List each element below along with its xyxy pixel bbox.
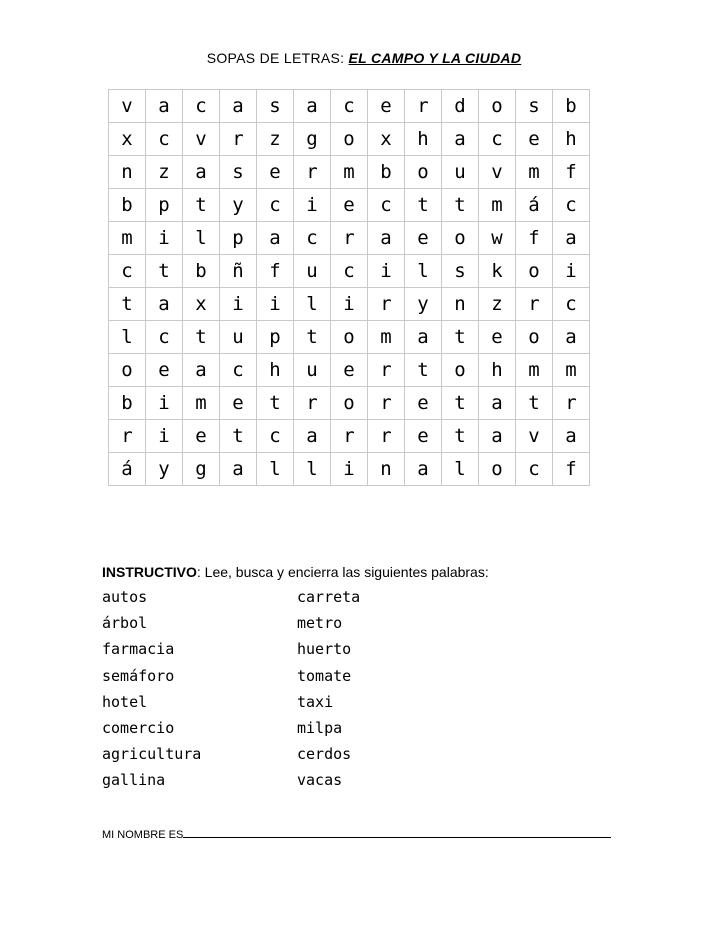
word-item: comercio [102, 718, 175, 737]
grid-letter[interactable]: t [516, 387, 553, 420]
grid-letter[interactable]: a [220, 453, 257, 486]
grid-row [109, 420, 590, 453]
grid-row [109, 123, 590, 156]
grid-row [109, 387, 590, 420]
grid-row [109, 255, 590, 288]
grid-letter[interactable]: y [220, 189, 257, 222]
grid-letter[interactable]: l [405, 255, 442, 288]
grid-letter[interactable]: s [257, 90, 294, 123]
instructions-text: : Lee, busca y encierra las siguientes palabras: [196, 564, 489, 580]
grid-letter[interactable]: s [220, 156, 257, 189]
word-item: carreta [297, 588, 361, 606]
grid-letter[interactable]: a [553, 321, 590, 354]
grid-letter[interactable]: f [257, 255, 294, 288]
grid-letter[interactable]: r [109, 420, 146, 453]
grid-letter[interactable]: e [405, 387, 442, 420]
grid-letter[interactable]: r [516, 288, 553, 321]
grid-letter[interactable]: t [442, 189, 479, 222]
grid-letter[interactable]: c [257, 189, 294, 222]
grid-letter[interactable]: h [257, 354, 294, 387]
grid-letter[interactable]: n [109, 156, 146, 189]
grid-letter[interactable]: h [479, 354, 516, 387]
grid-letter[interactable]: a [146, 288, 183, 321]
grid-letter[interactable]: c [553, 288, 590, 321]
grid-letter[interactable]: m [331, 156, 368, 189]
grid-letter[interactable]: a [442, 123, 479, 156]
grid-letter[interactable]: t [294, 321, 331, 354]
grid-letter[interactable]: i [331, 453, 368, 486]
grid-letter[interactable]: t [442, 420, 479, 453]
grid-letter[interactable]: r [405, 90, 442, 123]
grid-letter[interactable]: l [109, 321, 146, 354]
grid-row [109, 222, 590, 255]
instructions [102, 564, 489, 580]
grid-letter[interactable]: v [516, 420, 553, 453]
grid-letter[interactable]: c [331, 90, 368, 123]
grid-letter[interactable]: a [220, 90, 257, 123]
grid-letter[interactable]: a [553, 420, 590, 453]
title-emphasis: EL CAMPO Y LA CIUDAD [348, 50, 522, 66]
grid-letter[interactable]: l [294, 453, 331, 486]
grid-letter[interactable]: d [442, 90, 479, 123]
word-item: hotel [102, 692, 148, 711]
grid-letter[interactable]: o [331, 387, 368, 420]
word-item: metro [297, 614, 343, 633]
title-prefix: SOPAS DE LETRAS: [206, 50, 349, 66]
grid-letter[interactable]: i [257, 288, 294, 321]
grid-letter[interactable]: f [553, 156, 590, 189]
grid-letter[interactable]: b [553, 90, 590, 123]
grid-row [109, 354, 590, 387]
grid-letter[interactable]: f [516, 222, 553, 255]
grid-letter[interactable]: m [516, 354, 553, 387]
grid-letter[interactable]: w [479, 222, 516, 255]
grid-letter[interactable]: k [479, 255, 516, 288]
grid-row [109, 156, 590, 189]
grid-letter[interactable]: c [183, 90, 220, 123]
grid-letter[interactable]: z [146, 156, 183, 189]
grid-letter[interactable]: o [331, 123, 368, 156]
grid-letter[interactable]: e [405, 420, 442, 453]
grid-letter[interactable]: o [442, 354, 479, 387]
grid-letter[interactable]: t [109, 288, 146, 321]
name-field [102, 826, 611, 841]
grid-letter[interactable]: e [331, 354, 368, 387]
grid-letter[interactable]: e [183, 420, 220, 453]
grid-letter[interactable]: p [146, 189, 183, 222]
grid-letter[interactable]: l [294, 288, 331, 321]
word-item: taxi [297, 692, 334, 711]
grid-letter[interactable]: a [405, 321, 442, 354]
grid-letter[interactable]: u [220, 321, 257, 354]
grid-letter[interactable]: c [368, 189, 405, 222]
word-item: agricultura [102, 745, 202, 764]
grid-letter[interactable]: o [109, 354, 146, 387]
grid-letter[interactable]: a [183, 354, 220, 387]
grid-letter[interactable]: á [109, 453, 146, 486]
grid-letter[interactable]: t [405, 354, 442, 387]
grid-letter[interactable]: a [294, 420, 331, 453]
grid-letter[interactable]: e [257, 156, 294, 189]
grid-letter[interactable]: m [479, 189, 516, 222]
grid-letter[interactable]: i [553, 255, 590, 288]
grid-letter[interactable]: e [368, 90, 405, 123]
word-item: vacas [297, 771, 343, 790]
name-label: MI NOMBRE ES [102, 829, 184, 841]
word-item: gallina [102, 771, 166, 790]
grid-letter[interactable]: x [109, 123, 146, 156]
grid-letter[interactable]: r [331, 222, 368, 255]
grid-letter[interactable]: y [405, 288, 442, 321]
grid-letter[interactable]: o [442, 222, 479, 255]
grid-letter[interactable]: c [331, 255, 368, 288]
grid-letter[interactable]: n [368, 453, 405, 486]
grid-letter[interactable]: i [146, 387, 183, 420]
grid-letter[interactable]: e [479, 321, 516, 354]
grid-letter[interactable]: i [220, 288, 257, 321]
grid-letter[interactable]: f [553, 453, 590, 486]
grid-letter[interactable]: s [516, 90, 553, 123]
grid-letter[interactable]: t [442, 387, 479, 420]
grid-row [109, 189, 590, 222]
grid-letter[interactable]: t [257, 387, 294, 420]
grid-letter[interactable]: o [331, 321, 368, 354]
word-item: semáforo [102, 666, 175, 685]
grid-letter[interactable]: t [220, 420, 257, 453]
grid-letter[interactable]: a [479, 387, 516, 420]
word-item: farmacia [102, 640, 175, 659]
grid-row [109, 321, 590, 354]
grid-letter[interactable]: p [220, 222, 257, 255]
word-search-grid [108, 89, 590, 486]
grid-letter[interactable]: r [331, 420, 368, 453]
grid-letter[interactable]: b [109, 387, 146, 420]
grid-letter[interactable]: u [294, 354, 331, 387]
grid-letter[interactable]: g [294, 123, 331, 156]
grid-letter[interactable]: s [442, 255, 479, 288]
grid-letter[interactable]: c [294, 222, 331, 255]
grid-letter[interactable]: e [331, 189, 368, 222]
grid-letter[interactable]: o [516, 255, 553, 288]
grid-letter[interactable]: c [220, 354, 257, 387]
grid-letter[interactable]: e [146, 354, 183, 387]
grid-letter[interactable]: m [109, 222, 146, 255]
grid-letter[interactable]: r [368, 387, 405, 420]
grid-letter[interactable]: r [294, 387, 331, 420]
grid-row [109, 453, 590, 486]
grid-letter[interactable]: t [183, 189, 220, 222]
grid-letter[interactable]: a [479, 420, 516, 453]
grid-letter[interactable]: á [516, 189, 553, 222]
grid-letter[interactable]: h [405, 123, 442, 156]
grid-letter[interactable]: t [146, 255, 183, 288]
grid-letter[interactable]: i [368, 255, 405, 288]
grid-letter[interactable]: o [479, 90, 516, 123]
grid-letter[interactable]: a [257, 222, 294, 255]
grid-letter[interactable]: a [294, 90, 331, 123]
grid-letter[interactable]: a [183, 156, 220, 189]
grid-letter[interactable]: r [368, 288, 405, 321]
grid-letter[interactable]: a [405, 453, 442, 486]
grid-letter[interactable]: e [405, 222, 442, 255]
grid-letter[interactable]: o [479, 453, 516, 486]
grid-letter[interactable]: u [294, 255, 331, 288]
grid-letter[interactable]: p [257, 321, 294, 354]
grid-letter[interactable]: b [109, 189, 146, 222]
page-title [0, 50, 728, 66]
grid-letter[interactable]: o [405, 156, 442, 189]
grid-letter[interactable]: l [442, 453, 479, 486]
grid-letter[interactable]: i [146, 420, 183, 453]
name-underline[interactable] [183, 826, 611, 838]
grid-letter[interactable]: c [479, 123, 516, 156]
grid-letter[interactable]: c [516, 453, 553, 486]
grid-letter[interactable]: m [516, 156, 553, 189]
grid-letter[interactable]: v [183, 123, 220, 156]
grid-letter[interactable]: c [553, 189, 590, 222]
grid-letter[interactable]: x [183, 288, 220, 321]
grid-letter[interactable]: v [479, 156, 516, 189]
grid-row [109, 90, 590, 123]
grid-letter[interactable]: c [146, 123, 183, 156]
grid-letter[interactable]: a [553, 222, 590, 255]
word-item: autos [102, 588, 148, 606]
grid-letter[interactable]: b [183, 255, 220, 288]
word-item: milpa [297, 718, 343, 737]
grid-letter[interactable]: v [109, 90, 146, 123]
grid-letter[interactable]: r [220, 123, 257, 156]
word-item: huerto [297, 640, 352, 659]
word-item: tomate [297, 666, 352, 685]
grid-letter[interactable]: i [146, 222, 183, 255]
grid-letter[interactable]: a [368, 222, 405, 255]
grid-row [109, 288, 590, 321]
grid-letter[interactable]: x [368, 123, 405, 156]
grid-letter[interactable]: r [553, 387, 590, 420]
grid-letter[interactable]: c [109, 255, 146, 288]
grid-letter[interactable]: m [183, 387, 220, 420]
grid-letter[interactable]: i [294, 189, 331, 222]
grid-letter[interactable]: i [331, 288, 368, 321]
grid-letter[interactable]: g [183, 453, 220, 486]
grid-letter[interactable]: e [516, 123, 553, 156]
grid-letter[interactable]: n [442, 288, 479, 321]
grid-letter[interactable]: c [146, 321, 183, 354]
word-item: cerdos [297, 745, 352, 764]
grid-letter[interactable]: c [257, 420, 294, 453]
grid-letter[interactable]: r [368, 354, 405, 387]
grid-letter[interactable]: h [553, 123, 590, 156]
grid-letter[interactable]: e [220, 387, 257, 420]
grid-letter[interactable]: u [442, 156, 479, 189]
grid-letter[interactable]: m [553, 354, 590, 387]
grid-letter[interactable]: y [146, 453, 183, 486]
grid-letter[interactable]: l [183, 222, 220, 255]
grid-letter[interactable]: t [405, 189, 442, 222]
instructions-label: INSTRUCTIVO [102, 564, 197, 580]
grid-letter[interactable]: t [442, 321, 479, 354]
grid-letter[interactable]: r [294, 156, 331, 189]
grid-letter[interactable]: o [516, 321, 553, 354]
grid-letter[interactable]: r [368, 420, 405, 453]
grid-letter[interactable]: z [257, 123, 294, 156]
grid-letter[interactable]: a [146, 90, 183, 123]
grid-letter[interactable]: l [257, 453, 294, 486]
grid-letter[interactable]: z [479, 288, 516, 321]
grid-letter[interactable]: b [368, 156, 405, 189]
grid-letter[interactable]: t [183, 321, 220, 354]
grid-letter[interactable]: ñ [220, 255, 257, 288]
word-item: árbol [102, 614, 148, 633]
grid-letter[interactable]: m [368, 321, 405, 354]
